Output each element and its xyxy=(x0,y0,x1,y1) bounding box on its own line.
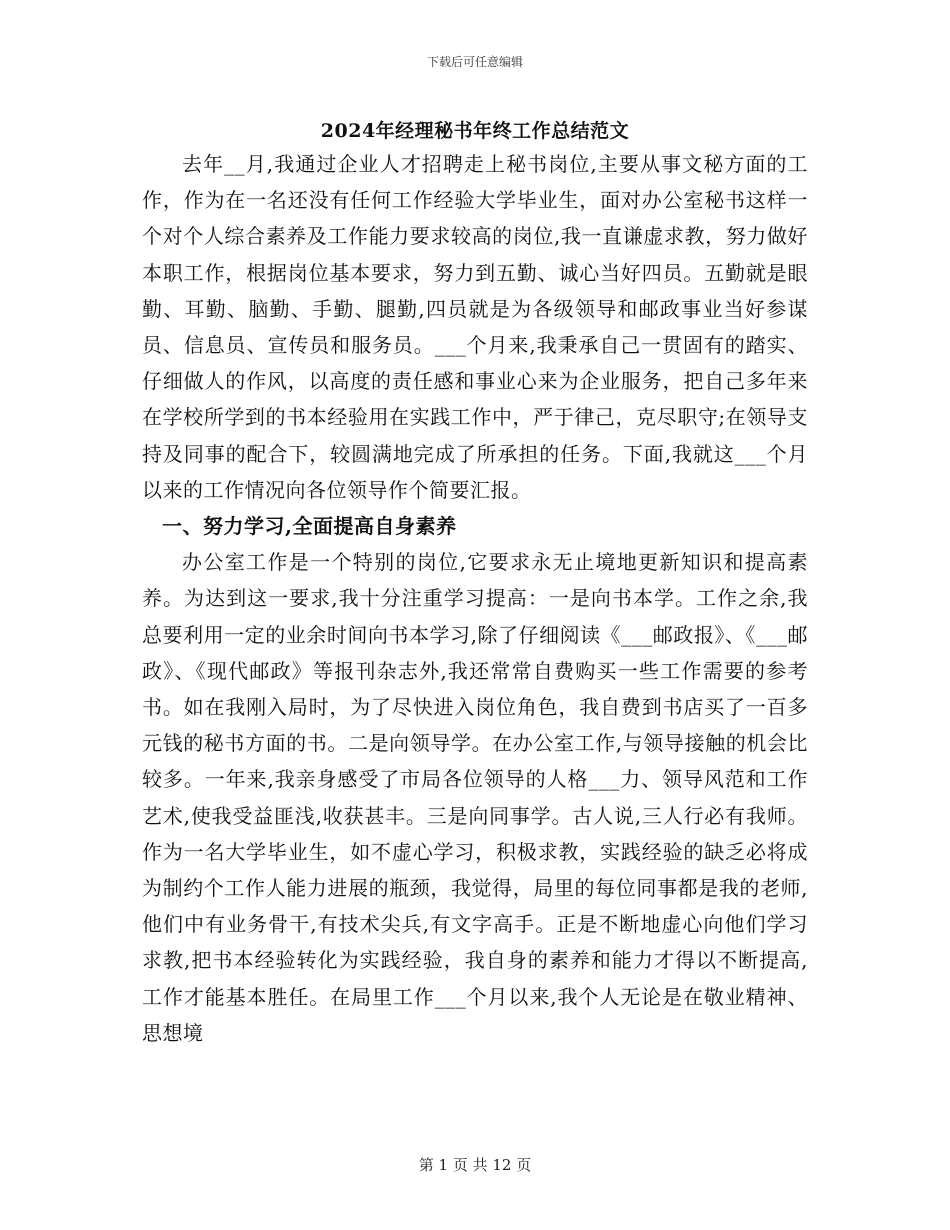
section-heading: 一、努力学习,全面提高自身素养 xyxy=(162,514,457,539)
intro-paragraph: 去年__月,我通过企业人才招聘走上秘书岗位,主要从事文秘方面的工作，作为在一名还没有任何工作经验大学毕业生，面对办公室秘书这样一个对个人综合素养及工作能力要求较高的岗位,我一直谦虚求教，努力做好本职工作，根据岗位基本要求，努力到五勤、诚心当好四员。五勤就是眼勤、耳勤、脑勤、手勤、腿勤,四员就是为各级领导和邮政事业当好参谋员、信息员、宣传员和服务员。___个月来,我秉承自己一贯固有的踏实、仔细做人的作风，以高度的责任感和事业心来为企业服务，把自己多年来在学校所学到的书本经验用在实践工作中，严于律己，克尽职守;在领导支持及同事的配合下，较圆满地完成了所承担的任务。下面,我就这___个月以来的工作情况向各位领导作个简要汇报。 xyxy=(142,152,808,502)
document-title: 2024年经理秘书年终工作总结范文 xyxy=(320,120,630,142)
document-body xyxy=(142,146,808,1051)
header-note: 下载后可任意编辑 xyxy=(426,55,523,69)
page-number-footer: 第 1 页 共 12 页 xyxy=(418,1156,532,1174)
section-paragraph: 办公室工作是一个特别的岗位,它要求永无止境地更新知识和提高素养。为达到这一要求,我十分注重学习提高：一是向书本学。工作之余,我总要利用一定的业余时间向书本学习,除了仔细阅读《___邮政报》、《___邮政》、《现代邮政》等报刊杂志外,我还常常自费购买一些工作需要的参考书。如在我刚入局时，为了尽快进入岗位角色，我自费到书店买了一百多元钱的秘书方面的书。二是向领导学。在办公室工作,与领导接触的机会比较多。一年来,我亲身感受了市局各位领导的人格___力、领导风范和工作艺术,使我受益匪浅,收获甚丰。三是向同事学。古人说,三人行必有我师。作为一名大学毕业生，如不虚心学习，积极求教，实践经验的缺乏必将成为制约个工作人能力进展的瓶颈，我觉得，局里的每位同事都是我的老师,他们中有业务骨干,有技术尖兵,有文字高手。正是不断地虚心向他们学习求教,把书本经验转化为实践经验，我自身的素养和能力才得以不断提高,工作才能基本胜任。在局里工作___个月以来,我个人无论是在敬业精神、思想境 xyxy=(142,550,808,1045)
